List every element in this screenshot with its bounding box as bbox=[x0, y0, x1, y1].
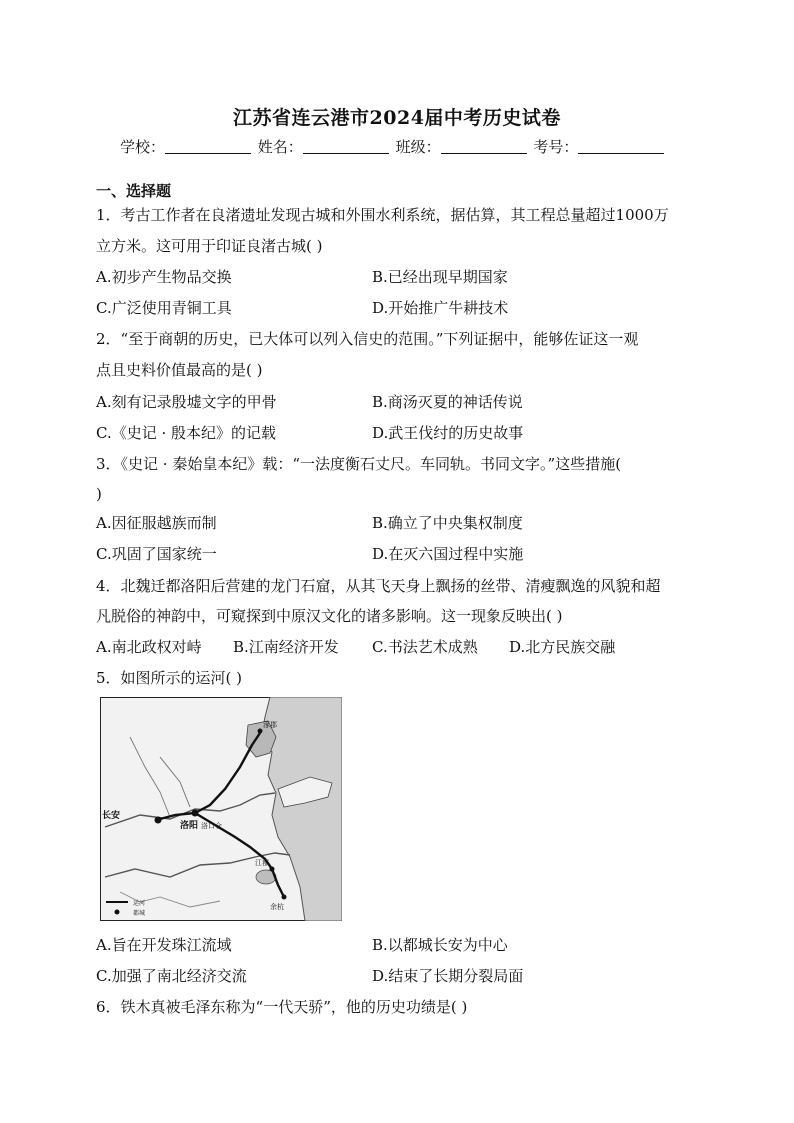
q3-stem-line1: 3．《史记 · 秦始皇本纪》载：“一法度衡石丈尺。车同轨。书同文字。”这些措施( bbox=[96, 455, 622, 473]
number-label: 考号： bbox=[533, 138, 579, 156]
class-label: 班级： bbox=[395, 138, 441, 156]
changan-marker bbox=[155, 817, 162, 824]
q2-stem-line1: 2．“至于商朝的历史，已大体可以列入信史的范围。”下列证据中，能够佐证这一观 bbox=[96, 330, 639, 348]
q4-option-d[interactable]: D.北方民族交融 bbox=[509, 638, 616, 656]
q6-stem-line1: 6．铁木真被毛泽东称为“一代天骄”，他的历史功绩是( ) bbox=[96, 998, 468, 1016]
legend-capital-marker bbox=[115, 910, 120, 915]
q2-option-a[interactable]: A.刻有记录殷墟文字的甲骨 bbox=[96, 393, 277, 411]
map-label-zhuojun: 涿郡 bbox=[263, 721, 277, 729]
school-blank[interactable] bbox=[165, 139, 251, 154]
q5-option-d[interactable]: D.结束了长期分裂局面 bbox=[372, 967, 524, 985]
jiangdu-marker bbox=[270, 867, 275, 872]
canal-map bbox=[100, 697, 342, 921]
q1-stem-line1: 1．考古工作者在良渚遗址发现古城和外围水利系统，据估算，其工程总量超过1000万 bbox=[96, 206, 669, 224]
q2-option-b[interactable]: B.商汤灭夏的神话传说 bbox=[372, 393, 523, 411]
q4-stem-line2: 凡脱俗的神韵中，可窥探到中原汉文化的诸多影响。这一现象反映出( ) bbox=[96, 607, 563, 625]
map-label-luokou: 洛口仓 bbox=[201, 822, 222, 830]
q2-option-d[interactable]: D.武王伐纣的历史故事 bbox=[372, 424, 524, 442]
q4-stem-line1: 4．北魏迁都洛阳后营建的龙门石窟，从其飞天身上飘扬的丝带、清瘦飘逸的风貌和超 bbox=[96, 577, 661, 595]
exam-title: 江苏省连云港市2024届中考历史试卷 bbox=[233, 107, 561, 129]
q5-option-c[interactable]: C.加强了南北经济交流 bbox=[96, 967, 247, 985]
q5-stem-line1: 5．如图所示的运河( ) bbox=[96, 669, 243, 687]
yuhang-marker bbox=[282, 895, 287, 900]
q3-option-c[interactable]: C.巩固了国家统一 bbox=[96, 545, 217, 563]
map-label-yuhang: 余杭 bbox=[270, 903, 284, 911]
student-info-row bbox=[120, 136, 666, 157]
q4-option-c[interactable]: C.书法艺术成熟 bbox=[372, 638, 478, 656]
luoyang-marker bbox=[192, 810, 199, 817]
q2-option-c[interactable]: C.《史记 · 殷本纪》的记载 bbox=[96, 424, 277, 442]
q1-stem-line2: 立方米。这可用于印证良渚古城( ) bbox=[96, 237, 323, 255]
class-blank[interactable] bbox=[441, 139, 527, 154]
q1-option-b[interactable]: B.已经出现早期国家 bbox=[372, 268, 508, 286]
q3-option-d[interactable]: D.在灭六国过程中实施 bbox=[372, 545, 524, 563]
legend-canal-text: 运河 bbox=[133, 900, 146, 907]
zhuojun-marker bbox=[258, 729, 263, 734]
q3-option-b[interactable]: B.确立了中央集权制度 bbox=[372, 514, 523, 532]
name-blank[interactable] bbox=[303, 139, 389, 154]
school-label: 学校： bbox=[120, 138, 166, 156]
q4-option-b[interactable]: B.江南经济开发 bbox=[233, 638, 339, 656]
q3-stem-line2: ) bbox=[96, 485, 102, 503]
q2-stem-line2: 点且史料价值最高的是( ) bbox=[96, 361, 263, 379]
legend-capital-text: 都城 bbox=[133, 910, 146, 917]
q5-option-a[interactable]: A.旨在开发珠江流域 bbox=[96, 936, 232, 954]
name-label: 姓名： bbox=[257, 138, 303, 156]
section-heading: 一、选择题 bbox=[96, 182, 172, 200]
q1-option-a[interactable]: A.初步产生物品交换 bbox=[96, 268, 232, 286]
map-label-luoyang: 洛阳 bbox=[180, 821, 199, 831]
map-label-jiangdu: 江都 bbox=[255, 859, 269, 867]
q3-option-a[interactable]: A.因征服越族而制 bbox=[96, 514, 217, 532]
map-label-changan: 长安 bbox=[102, 811, 121, 821]
q4-option-a[interactable]: A.南北政权对峙 bbox=[96, 638, 202, 656]
number-blank[interactable] bbox=[578, 139, 664, 154]
q1-option-c[interactable]: C.广泛使用青铜工具 bbox=[96, 299, 232, 317]
q1-option-d[interactable]: D.开始推广牛耕技术 bbox=[372, 299, 509, 317]
q5-option-b[interactable]: B.以都城长安为中心 bbox=[372, 936, 508, 954]
